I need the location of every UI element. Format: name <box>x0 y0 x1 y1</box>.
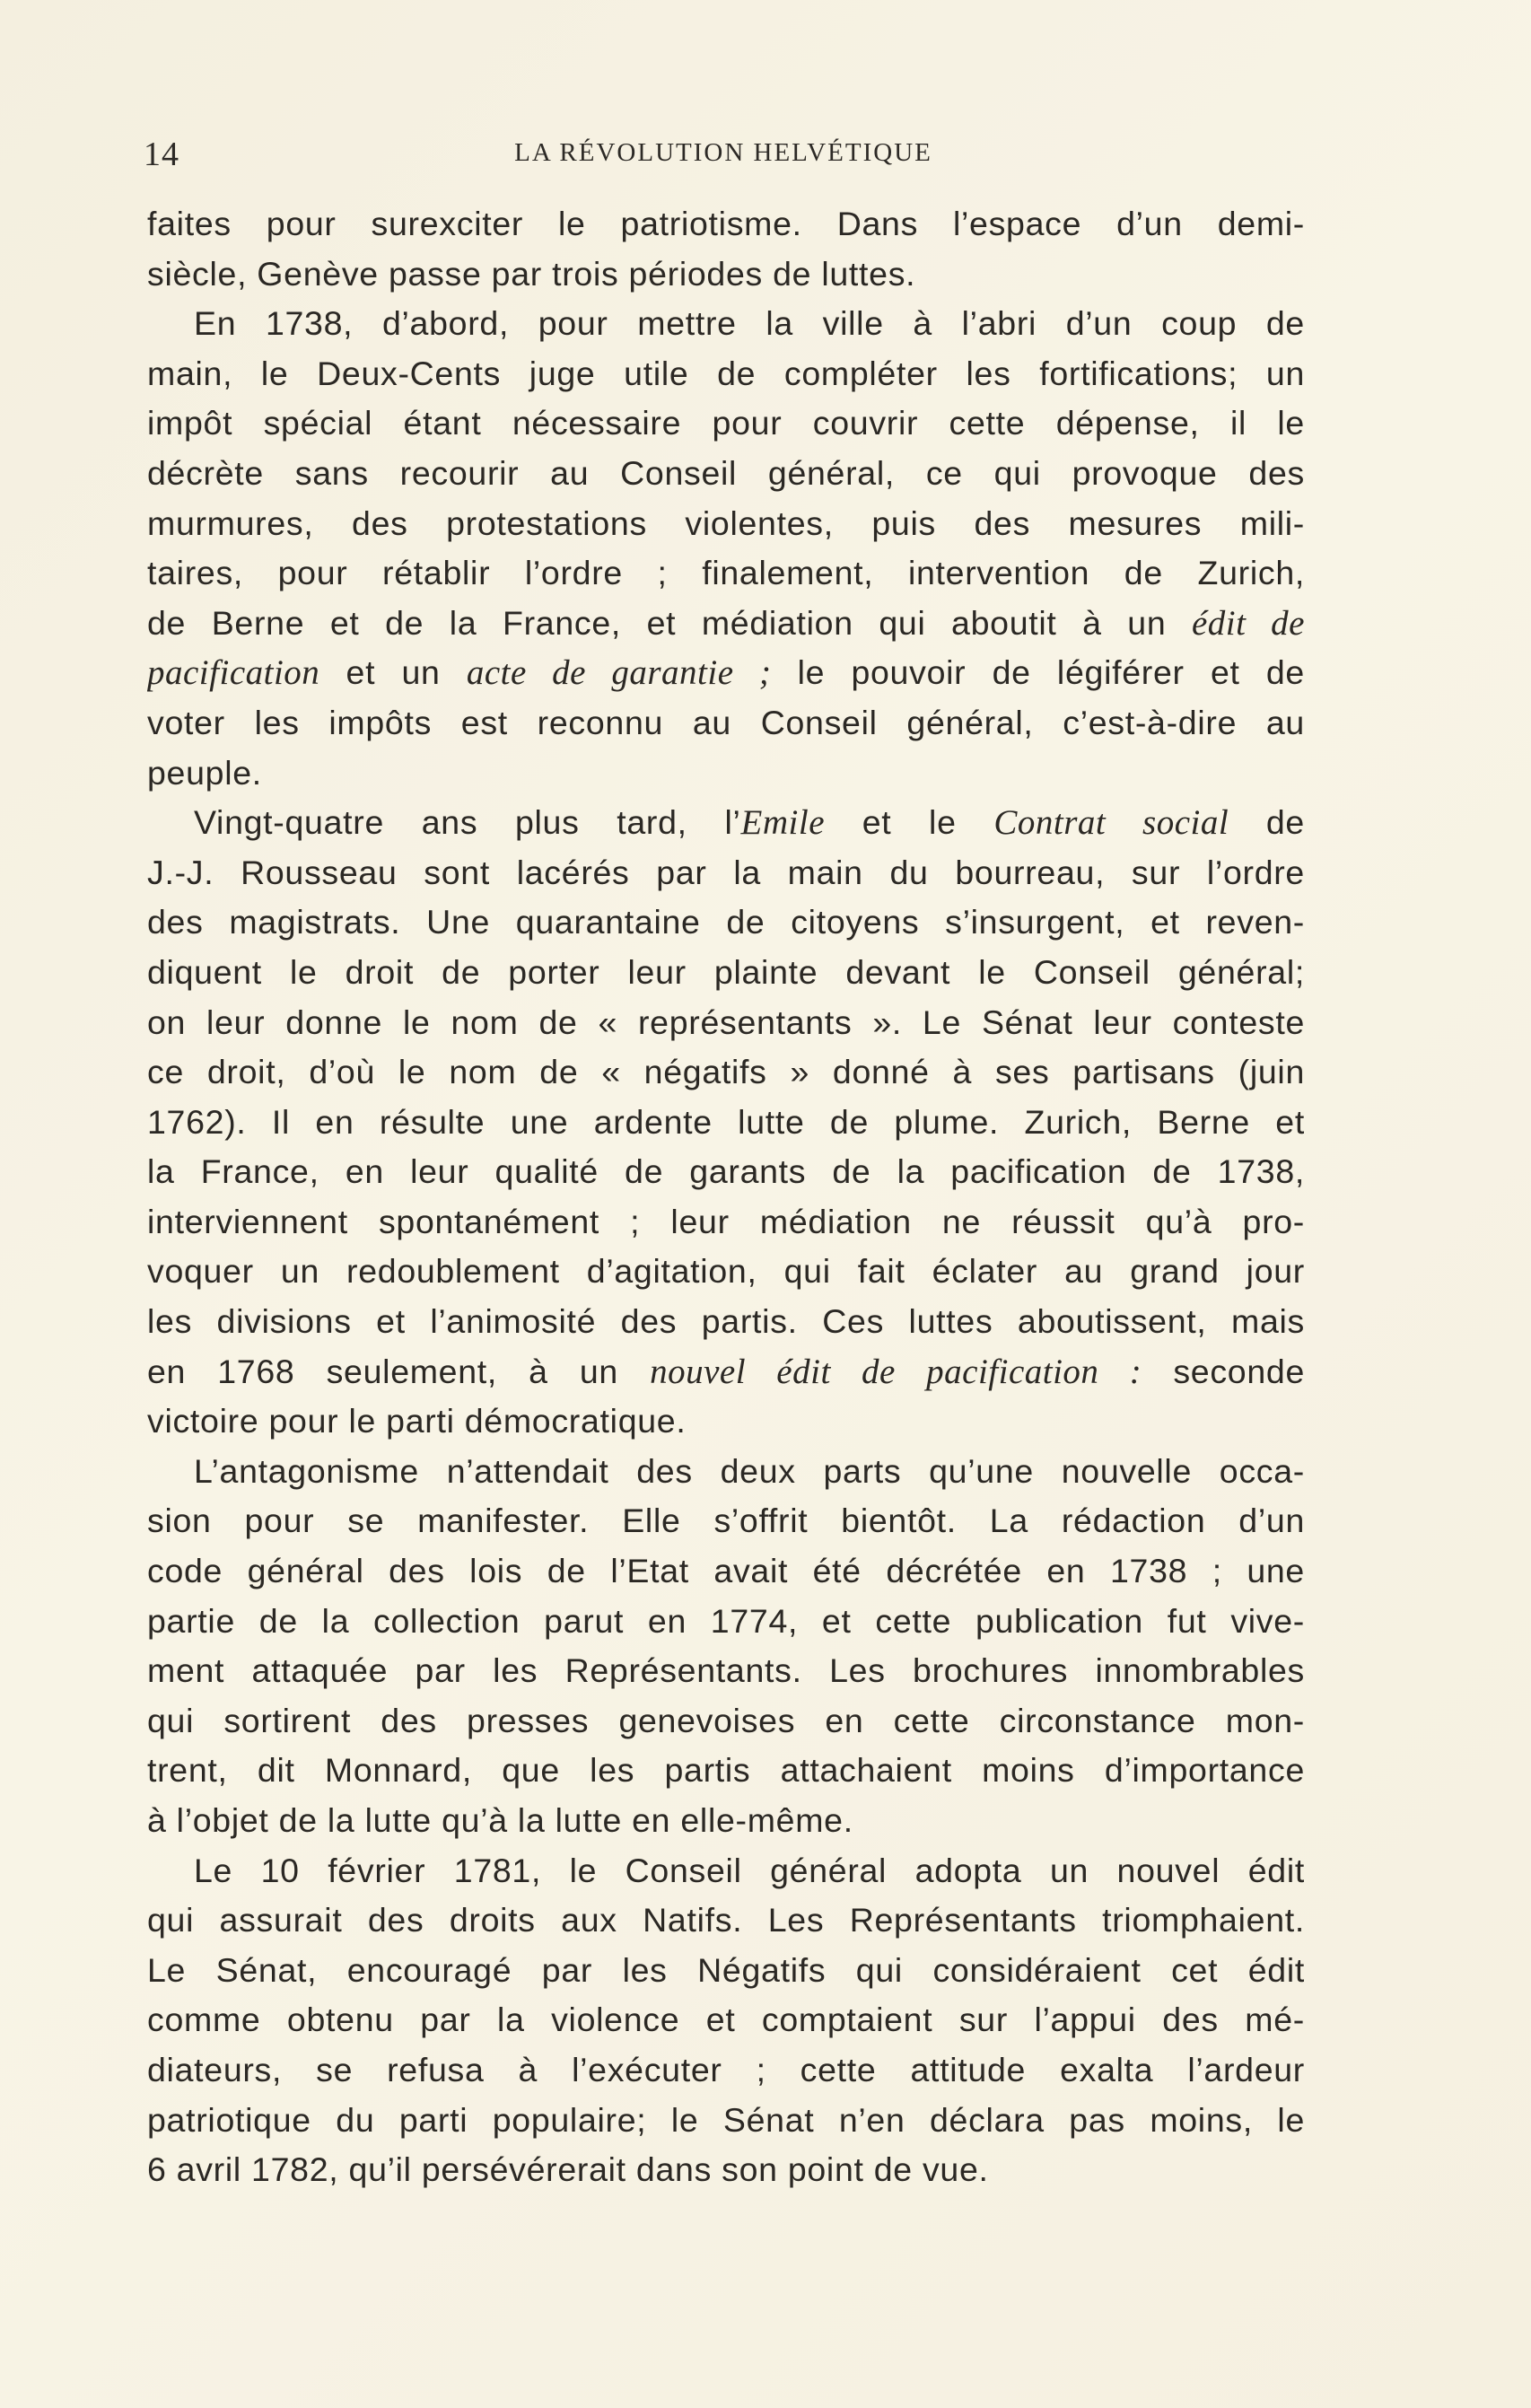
text-line: partie de la collection parut en 1774, et cette publication fut vive- <box>147 1601 1305 1640</box>
body-text <box>147 199 1305 2195</box>
text-line: ment attaquée par les Représentants. Les brochures innombrables <box>147 1651 1305 1690</box>
text-line: patriotique du parti populaire; le Sénat n’en déclara pas moins, le <box>147 2100 1305 2139</box>
text-line: murmures, des protestations violentes, puis des mesures mili- <box>147 503 1305 542</box>
text-line: diquent le droit de porter leur plainte devant le Conseil général; <box>147 952 1305 991</box>
text-line: siècle, Genève passe par trois périodes de luttes. <box>147 254 916 293</box>
text-line: impôt spécial étant nécessaire pour couvrir cette dépense, il le <box>147 404 1305 442</box>
text-line: voquer un redoublement d’agitation, qui fait éclater au grand jour <box>147 1252 1305 1291</box>
text-line: interviennent spontanément ; leur médiation ne réussit qu’à pro- <box>147 1202 1305 1240</box>
text-line: taires, pour rétablir l’ordre ; finalement, intervention de Zurich, <box>147 554 1305 592</box>
text-line: trent, dit Monnard, que les partis attachaient moins d’importance <box>147 1751 1305 1790</box>
text-line: qui sortirent des presses genevoises en cette circonstance mon- <box>147 1701 1305 1739</box>
text-line: En 1738, d’abord, pour mettre la ville à l’abri d’un coup de <box>194 304 1305 343</box>
running-head <box>144 135 1303 171</box>
text-line: les divisions et l’animosité des partis. Ces luttes aboutissent, mais <box>147 1302 1305 1341</box>
text-line: 6 avril 1782, qu’il persévérerait dans son point de vue. <box>147 2150 989 2189</box>
text-line: des magistrats. Une quarantaine de citoyens s’insurgent, et reven- <box>147 903 1305 941</box>
text-line: peuple. <box>147 753 262 792</box>
text-line: en 1768 seulement, à un nouvel édit de pacification : seconde <box>147 1352 1305 1391</box>
text-line: ce droit, d’où le nom de « négatifs » donné à ses partisans (juin <box>147 1053 1305 1091</box>
text-line: code général des lois de l’Etat avait été décrétée en 1738 ; une <box>147 1552 1305 1590</box>
text-line: voter les impôts est reconnu au Conseil général, c’est-à-dire au <box>147 703 1305 741</box>
text-line: faites pour surexciter le patriotisme. Dans l’espace d’un demi- <box>147 205 1305 242</box>
text-line: 1762). Il en résulte une ardente lutte de plume. Zurich, Berne et <box>147 1102 1305 1141</box>
text-line: qui assurait des droits aux Natifs. Les Représentants triomphaient. <box>147 1901 1305 1940</box>
text-line: on leur donne le nom de « représentants ». Le Sénat leur conteste <box>147 1003 1305 1041</box>
running-title: LA RÉVOLUTION HELVÉTIQUE <box>514 138 932 167</box>
text-line: J.-J. Rousseau sont lacérés par la main du bourreau, sur l’ordre <box>147 853 1305 891</box>
text-line: Le Sénat, encouragé par les Négatifs qui considéraient cet édit <box>147 1950 1305 1989</box>
text-line: L’antagonisme n’attendait des deux parts qu’une nouvelle occa- <box>194 1451 1305 1490</box>
text-line: la France, en leur qualité de garants de la pacification de 1738, <box>147 1152 1305 1191</box>
text-line: comme obtenu par la violence et comptaient sur l’appui des mé- <box>147 2001 1305 2039</box>
text-line: Vingt-quatre ans plus tard, l’Emile et le Contrat social de <box>194 803 1305 843</box>
text-line: pacification et un acte de garantie ; le pouvoir de légiférer et de <box>147 653 1305 693</box>
text-line: sion pour se manifester. Elle s’offrit bientôt. La rédaction d’un <box>147 1502 1305 1540</box>
text-line: Le 10 février 1781, le Conseil général adopta un nouvel édit <box>194 1851 1305 1889</box>
text-line: main, le Deux-Cents juge utile de compléter les fortifications; un <box>147 354 1305 392</box>
text-line: de Berne et de la France, et médiation qui aboutit à un édit de <box>147 603 1305 643</box>
text-line: à l’objet de la lutte qu’à la lutte en elle-même. <box>147 1801 853 1839</box>
text-line: victoire pour le parti démocratique. <box>147 1402 687 1440</box>
page-number: 14 <box>144 136 179 173</box>
text-line: décrète sans recourir au Conseil général, ce qui provoque des <box>147 453 1305 492</box>
text-line: diateurs, se refusa à l’exécuter ; cette attitude exalta l’ardeur <box>147 2050 1305 2088</box>
